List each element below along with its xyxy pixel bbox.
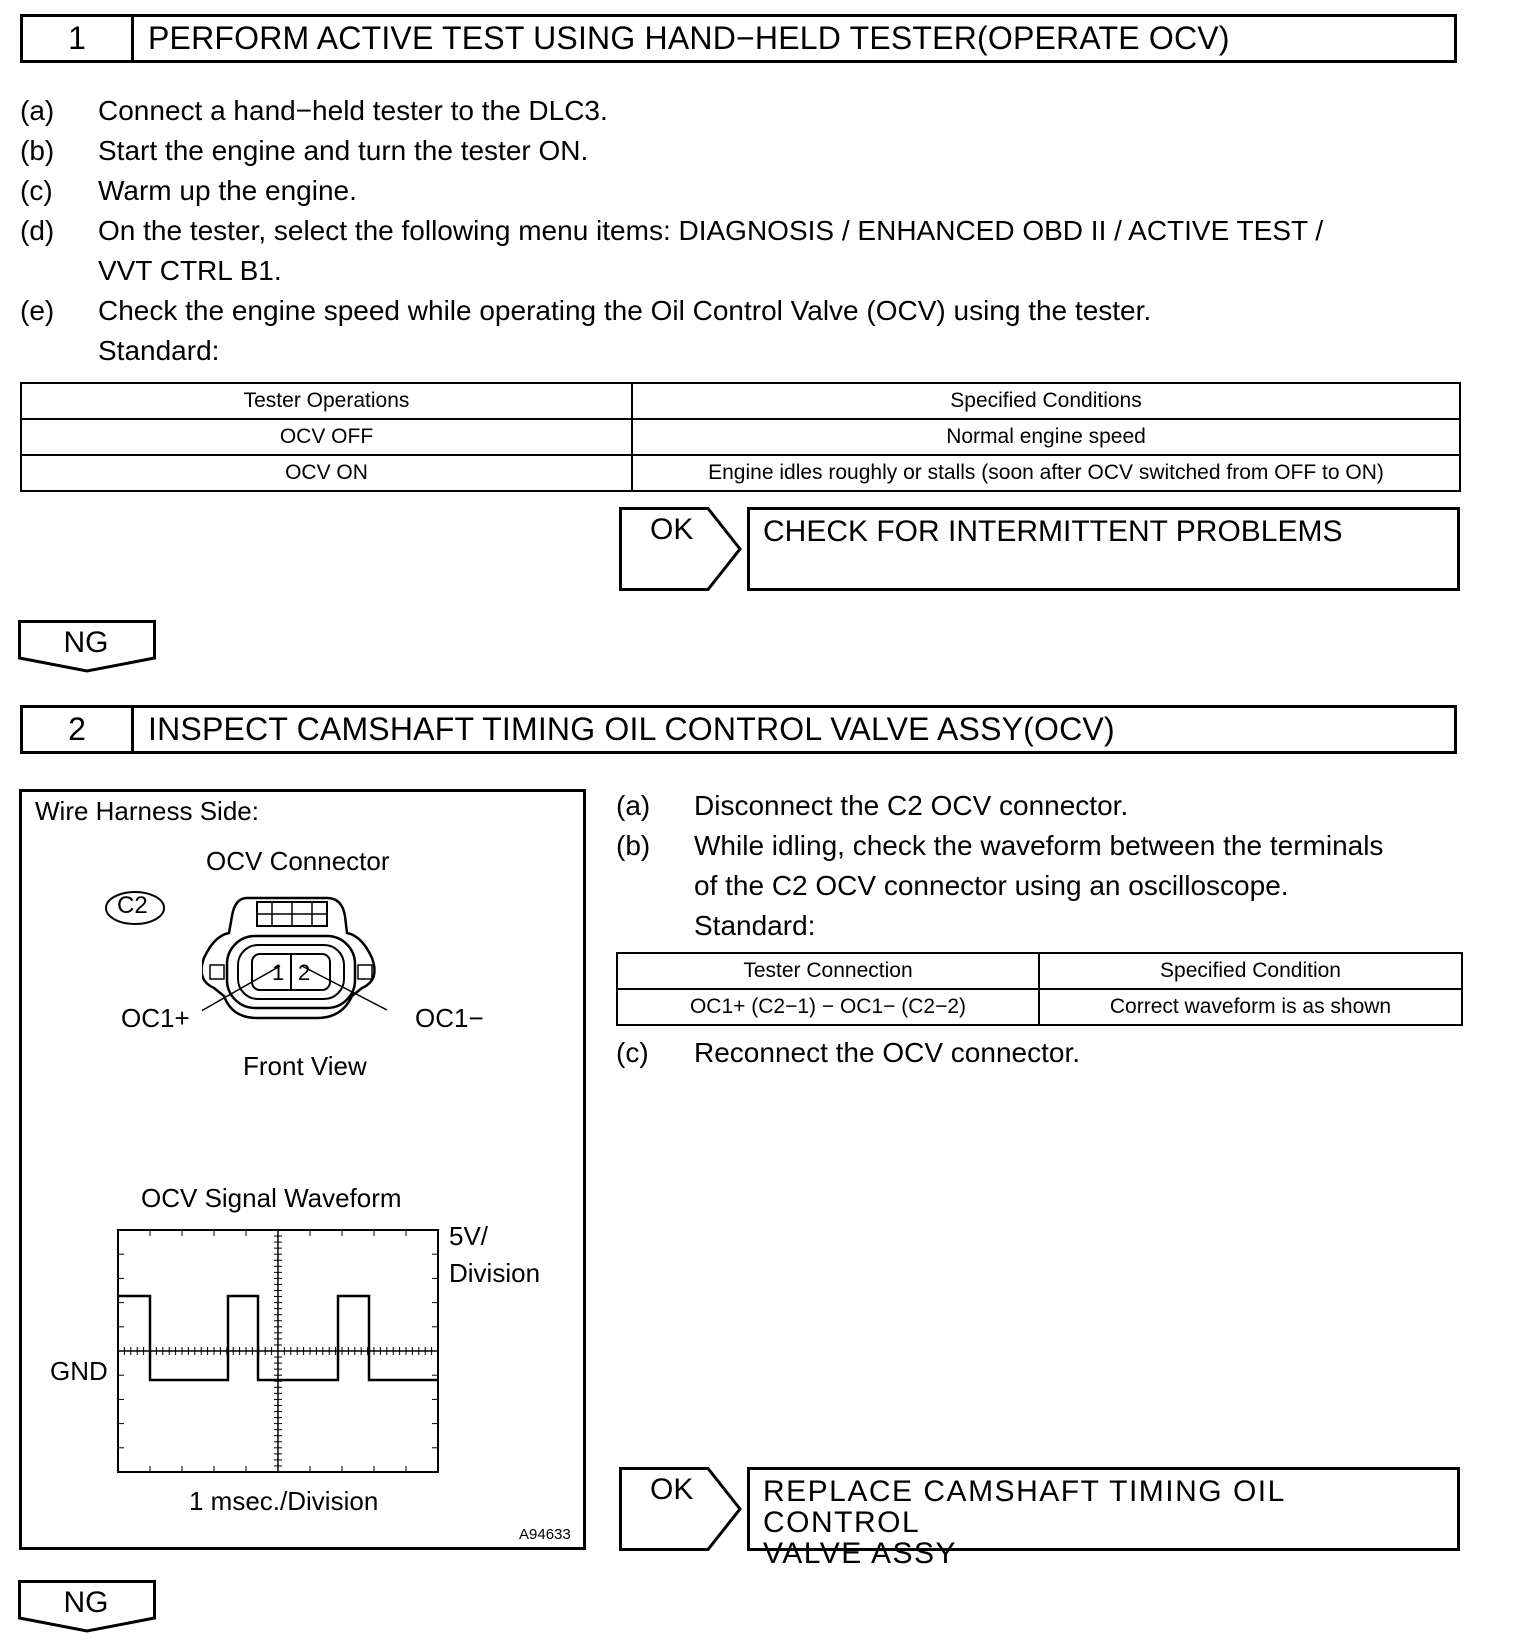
table-cell: Engine idles roughly or stalls (soon after OCV switched from OFF to ON) [632,455,1460,491]
table-row [617,989,1462,1025]
step-label: (c) [20,175,53,206]
table-header-cell: Tester Connection [617,953,1039,989]
standard-label: Standard: [98,335,220,366]
step-label: (e) [20,295,55,326]
ng-arrow-1 [18,620,158,674]
table-header-cell: Specified Condition [1039,953,1462,989]
figure-id: A94633 [519,1526,571,1543]
volts-per-division-label-2: Division [449,1258,541,1288]
table-header-row [617,953,1462,989]
step-2b [616,826,1466,946]
ok-result-box-1 [747,507,1460,591]
step-text: Connect a hand−held tester to the DLC3. [98,95,608,126]
connector-waveform-figure [19,789,586,1550]
step-label: (b) [616,830,651,861]
oscilloscope-waveform-graph [117,1229,439,1473]
ocv-connector-title: OCV Connector [206,846,390,876]
step-2-number: 2 [23,708,134,751]
pin-1-label: 1 [272,960,285,985]
step-1e [20,291,1460,371]
active-test-spec-table [20,382,1461,492]
step-text: Reconnect the OCV connector. [694,1037,1080,1068]
ok-result-text: CHECK FOR INTERMITTENT PROBLEMS [763,515,1343,548]
table-header-cell: Specified Conditions [632,383,1460,419]
front-view-label: Front View [243,1051,367,1081]
step-text: Start the engine and turn the tester ON. [98,135,589,166]
pin-2-label: 2 [298,960,311,985]
step-1a [20,91,1460,131]
wire-harness-side-label: Wire Harness Side: [35,796,259,826]
table-row [21,419,1460,455]
ng-label: NG [63,1586,109,1619]
standard-label: Standard: [694,910,816,941]
step-1-header [20,14,1457,63]
table-row [21,455,1460,491]
ng-label: NG [63,626,109,659]
waveform-title: OCV Signal Waveform [141,1183,402,1213]
table-header-cell: Tester Operations [21,383,632,419]
ok-label: OK [650,513,694,546]
waveform-spec-table [616,952,1463,1026]
connector-code: C2 [117,892,148,919]
step-1d [20,211,1470,291]
oc1-plus-label: OC1+ [121,1003,190,1033]
step-text: Disconnect the C2 OCV connector. [694,790,1129,821]
gnd-label: GND [50,1356,108,1386]
step-text: While idling, check the waveform between the terminals [694,830,1384,861]
table-cell: OC1+ (C2−1) − OC1− (C2−2) [617,989,1039,1025]
step-label: (d) [20,215,55,246]
step-label: (a) [616,790,651,821]
step-text: Check the engine speed while operating the Oil Control Valve (OCV) using the tester. [98,295,1152,326]
table-cell: OCV OFF [21,419,632,455]
table-header-row [21,383,1460,419]
ok-arrow-2 [619,1467,743,1551]
step-text: Warm up the engine. [98,175,357,206]
ok-label: OK [650,1473,694,1506]
step-label: (c) [616,1037,649,1068]
ok-result-box-2 [747,1467,1460,1570]
step-text-continued: of the C2 OCV connector using an oscilloscope. [694,870,1289,901]
table-cell: Normal engine speed [632,419,1460,455]
connector-code-badge [104,890,166,926]
ng-arrow-2 [18,1580,158,1634]
time-per-division-label: 1 msec./Division [189,1486,379,1516]
step-text: On the tester, select the following menu items: DIAGNOSIS / ENHANCED OBD II / ACTIVE TEST / [98,215,1324,246]
step-1-number: 1 [23,17,134,60]
ok-result-text: REPLACE CAMSHAFT TIMING OIL CONTROL [763,1475,1285,1539]
step-2-header [20,705,1457,754]
step-label: (a) [20,95,55,126]
volts-per-division-label: 5V/ [449,1221,489,1251]
step-2a [616,786,1466,826]
step-1c [20,171,1460,211]
step-1b [20,131,1460,171]
table-cell: Correct waveform is as shown [1039,989,1462,1025]
step-1-title: PERFORM ACTIVE TEST USING HAND−HELD TESTER(OPERATE OCV) [148,20,1230,56]
ok-result-text-continued: VALVE ASSY [763,1537,957,1570]
table-cell: OCV ON [21,455,632,491]
oc1-minus-label: OC1− [415,1003,484,1033]
ok-arrow-1 [619,507,743,591]
step-2-title: INSPECT CAMSHAFT TIMING OIL CONTROL VALVE ASSY(OCV) [148,711,1115,747]
step-2c [616,1033,1466,1073]
step-label: (b) [20,135,55,166]
step-text-continued: VVT CTRL B1. [98,255,282,286]
